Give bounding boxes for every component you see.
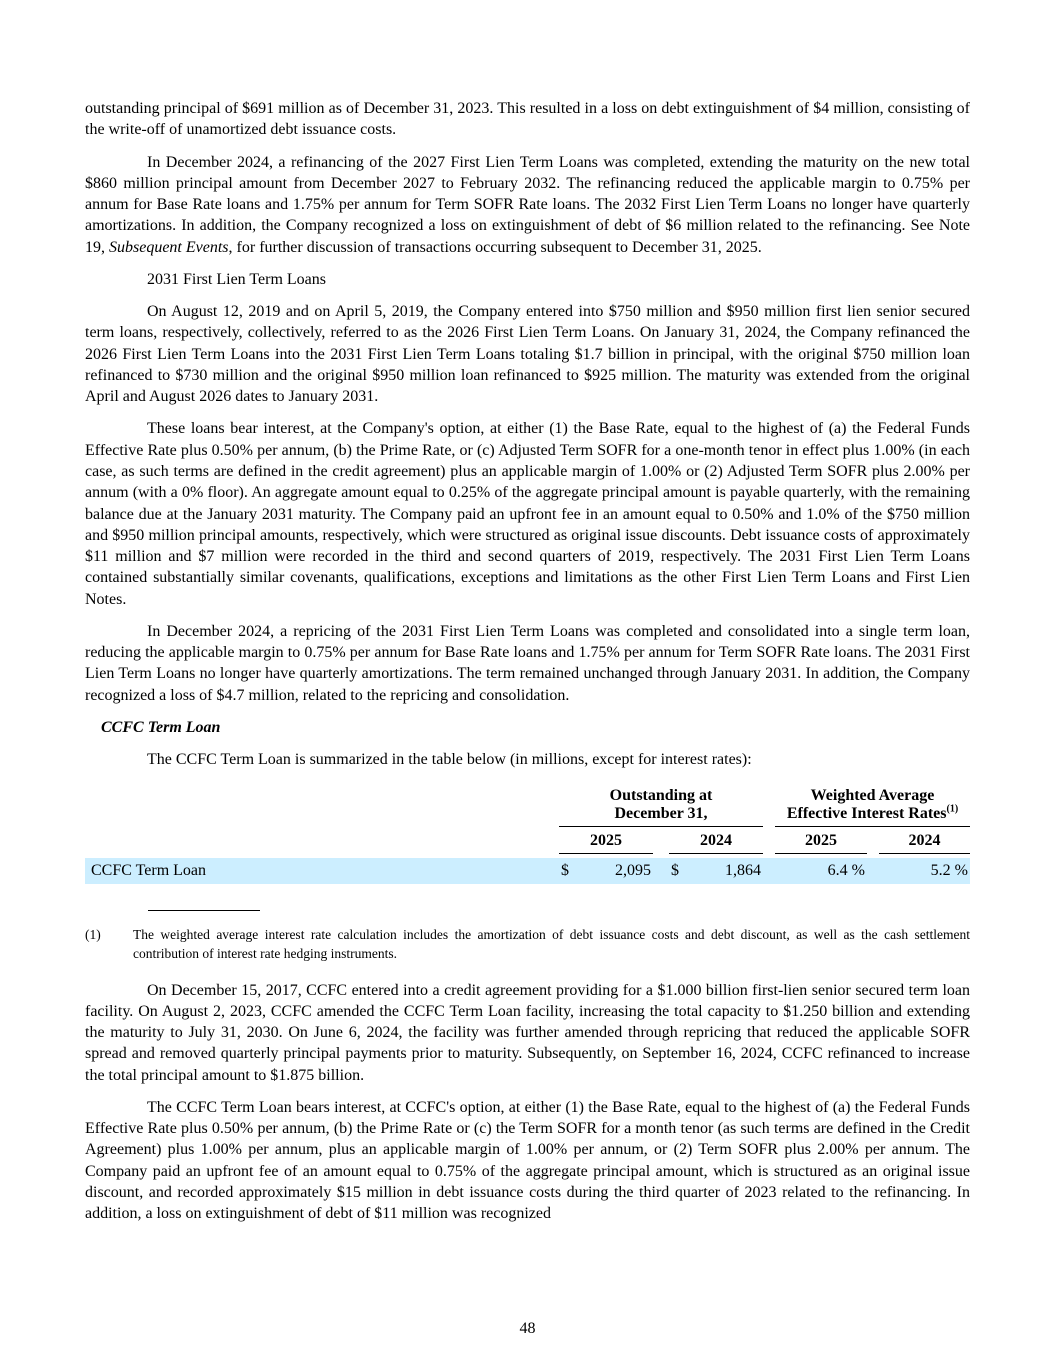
italic-note-reference: Subsequent Events: [109, 238, 229, 256]
year-header-rate-2025: 2025: [775, 827, 867, 853]
ccfc-term-loan-table: [85, 786, 970, 884]
paragraph-text: , for further discussion of transactions occurring subsequent to December 31, 2025.: [228, 238, 762, 256]
outstanding-2025-value: 2,095: [615, 862, 651, 880]
table-gap-cell: [763, 827, 775, 853]
footnote-text: The weighted average interest rate calculation includes the amortization of debt issuance costs and debt discount, as well as the cash settlement contribution of interest rate hedging instruments.: [133, 927, 970, 962]
outstanding-2024-value: 1,864: [725, 862, 761, 880]
table-col-group-rates: [775, 786, 970, 826]
table-group-header-row: [85, 786, 970, 826]
rate-2024-value: 5.2 %: [930, 862, 968, 880]
footnote-1: [85, 925, 970, 963]
table-gap-cell: [653, 827, 669, 853]
paragraph-2027-refinancing: [85, 152, 970, 258]
year-header-outstanding-2024: 2024: [669, 827, 763, 853]
table-gap-cell: [763, 858, 775, 884]
footnote-marker: (1): [85, 927, 101, 943]
group-header-line: Effective Interest Rates: [786, 805, 947, 823]
paragraph-ccfc-credit-agreement: On December 15, 2017, CCFC entered into a credit agreement providing for a $1.000 billion first-lien senior secured term loan facility. On August 2, 2023, CCFC amended the CCFC Term Loan facility, increasing the total capacity to $1.250 billion and extending the maturity to July 31, 2030. On June 6, 2024, the facility was further amended through repricing that reduced the applicable SOFR spread and removed quarterly principal payments prior to maturity. Subsequently, on September 16, 2024, CCFC refinanced to increase the total principal amount to $1.875 billion.: [85, 981, 970, 1084]
group-header-line: December 31,: [614, 805, 708, 823]
table-gap-cell: [763, 786, 775, 826]
table-gap-cell: [867, 858, 879, 884]
table-year-header-row: [85, 827, 970, 853]
table-empty-cell: [85, 827, 559, 853]
paragraph-continuation: outstanding principal of $691 million as of December 31, 2023. This resulted in a loss on debt extinguishment of $4 million, consisting of the write-off of unamortized debt issuance costs.: [85, 100, 970, 139]
paragraph-ccfc-interest-terms: The CCFC Term Loan bears interest, at CCFC's option, at either (1) the Base Rate, equal to the highest of (a) the Federal Funds Effective Rate plus 0.50% per annum, (b) the Prime Rate or (c) the Term SOFR for a month tenor (as such terms are defined in the Credit Agreement) plus 1.00% per annum, plus an applicable margin of 1.00% per annum, or (2) Term SOFR plus 2.00% per annum. The Company paid an upfront fee of an amount equal to 0.75% of the aggregate principal amount, which is structured as an original issue discount, and recorded approximately $15 million in debt issuance costs during the third quarter of 2023 related to the refinancing. In addition, a loss on extinguishment of debt of $11 million was recognized: [85, 1098, 970, 1223]
paragraph-2031-interest-terms: These loans bear interest, at the Company's option, at either (1) the Base Rate, equal to the highest of (a) the Federal Funds Effective Rate plus 0.50% per annum, (b) the Prime Rate, or (c) Adjusted Term SOFR for a one-month tenor in effect plus 1.00% (in each case, as such terms are defined in the credit agreement) plus an applicable margin of 1.00% or (2) Adjusted Term SOFR plus 2.00% per annum (with a 0% floor). An aggregate amount equal to 0.25% of the aggregate principal amount is payable quarterly, with the remaining balance due at the January 2031 maturity. The Company paid an upfront fee in an amount equal to 0.50% and 1.0% of the $750 million and $950 million principal amounts, respectively, which were structured as original issue discounts. Debt issuance costs of approximately $11 million and $7 million were recorded in the third and second quarters of 2019, respectively. The 2031 First Lien Term Loans contained substantially similar covenants, qualifications, exceptions and limitations as the other First Lien Term Loans and First Lien Notes.: [85, 420, 970, 608]
footnote-divider: [148, 910, 260, 911]
paragraph-ccfc-table-intro: The CCFC Term Loan is summarized in the table below (in millions, except for interest rates):: [147, 751, 752, 769]
table-row-ccfc-term-loan: [85, 858, 970, 884]
table-empty-cell: [85, 786, 559, 826]
footnote-ref-superscript: (1): [946, 804, 959, 816]
year-header-outstanding-2025: 2025: [559, 827, 653, 853]
heading-ccfc-term-loan: CCFC Term Loan: [101, 718, 221, 736]
paragraph-2031-overview: On August 12, 2019 and on April 5, 2019, the Company entered into $750 million and $950 million first lien senior secured term loans, respectively, collectively, referred to as the 2026 First Lien Term Loans. On January 31, 2024, the Company refinanced the 2026 First Lien Term Loans into the 2031 First Lien Term Loans totaling $1.7 billion in principal, with the original $750 million loan refinanced to $730 million and the original $950 million loan refinanced to $925 million. The maturity was extended from the original April and August 2026 dates to January 2031.: [85, 303, 970, 406]
currency-symbol: $: [561, 862, 569, 880]
year-header-rate-2024: 2024: [879, 827, 970, 853]
table-gap-cell: [867, 827, 879, 853]
paragraph-2031-repricing: In December 2024, a repricing of the 2031 First Lien Term Loans was completed and consolidated into a single term loan, reducing the applicable margin to 0.75% per annum for Base Rate loans and 1.75% per annum for Term SOFR Rate loans. The 2031 First Lien Term Loans no longer have quarterly amortizations. The term remained unchanged through January 2031. In addition, the Company recognized a loss of $4.7 million, related to the repricing and consolidation.: [85, 622, 970, 704]
group-header-line: Weighted Average: [810, 787, 935, 805]
currency-symbol: $: [671, 862, 679, 880]
page-number: 48: [519, 1319, 536, 1337]
row-label: CCFC Term Loan: [91, 862, 207, 880]
heading-2031-first-lien-term-loans: 2031 First Lien Term Loans: [147, 270, 327, 288]
table-col-group-outstanding: [559, 786, 763, 826]
rate-2025-value: 6.4 %: [827, 862, 865, 880]
table-gap-cell: [653, 858, 669, 884]
group-header-line: Outstanding at: [609, 787, 713, 805]
paragraph-text: In December 2024, a refinancing of the 2027 First Lien Term Loans was completed, extending the maturity on the new total $860 million principal amount from December 2027 to February 2032. The refinancing reduced the applicable margin to 0.75% per annum for Base Rate loans and 1.75% per annum for Term SOFR Rate loans. The 2032 First Lien Term Loans no longer have quarterly amortizations. In addition, the Company recognized a loss on extinguishment of debt of $6 million related to the refinancing. See Note 19,: [85, 153, 970, 256]
